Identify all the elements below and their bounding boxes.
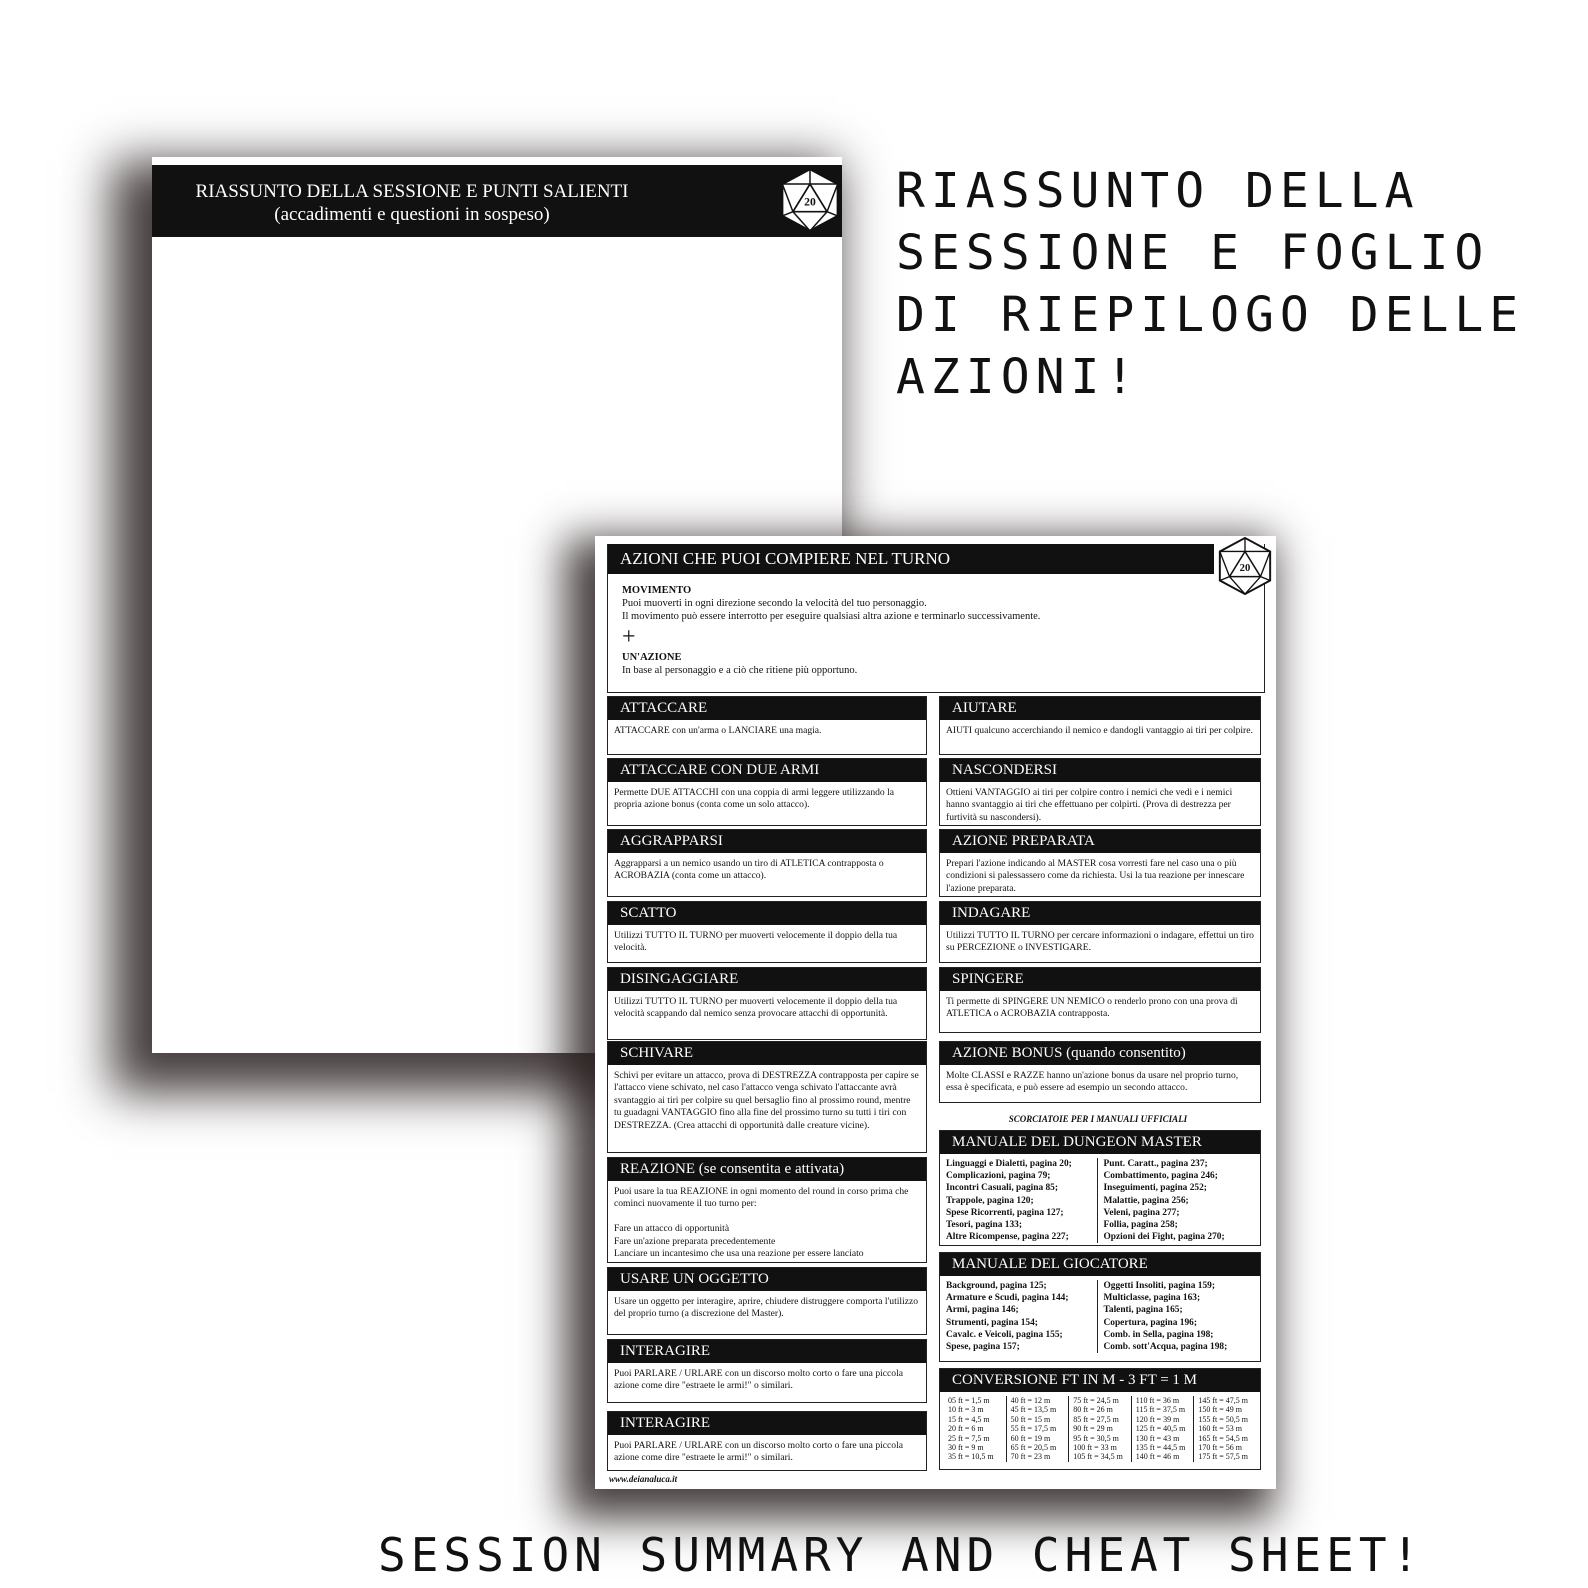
conversion-cell: 165 ft = 54,5 m (1198, 1433, 1248, 1443)
d20-label: 20 (804, 195, 816, 209)
action-card (607, 696, 927, 755)
manual-entry: Linguaggi e Dialetti, pagina 20; (946, 1159, 1072, 1169)
manual-entry: Combattimento, pagina 246; (1103, 1171, 1218, 1182)
action-card-text: Utilizzi TUTTO IL TURNO per cercare informazioni o indagare, effettui un tiro su PERCEZIONE o INVESTIGARE. (946, 930, 1254, 954)
action-card-title: ATTACCARE CON DUE ARMI (608, 759, 926, 782)
action-card-title: AIUTARE (940, 697, 1260, 720)
conversion-cell: 170 ft = 56 m (1198, 1443, 1242, 1453)
action-card (607, 901, 927, 963)
manual-entry: Comb. in Sella, pagina 198; (1103, 1329, 1214, 1340)
conversion-cell: 35 ft = 10,5 m (948, 1452, 994, 1462)
conversion-cell: 95 ft = 30,5 m (1073, 1433, 1119, 1443)
conversion-cell: 105 ft = 34,5 m (1073, 1452, 1123, 1462)
conversion-cell: 50 ft = 15 m (1010, 1414, 1051, 1424)
session-summary-header (152, 165, 842, 237)
headline-line: RIASSUNTO DELLA (896, 163, 1420, 219)
conversion-cell: 85 ft = 27,5 m (1073, 1414, 1119, 1424)
conversion-cell: 20 ft = 6 m (948, 1424, 984, 1434)
action-card-text: Utilizzi TUTTO IL TURNO per muoverti velocemente il doppio della tua velocità scappando dal nemico senza provocare attacchi di opportunità. (614, 996, 898, 1020)
action-card-text: Prepari l'azione indicando al MASTER cosa vorresti fare nel caso una o più condizioni si palessassero come da richiesta. Usi la tua reazione per innescare l'azione preparata. (946, 858, 1245, 894)
action-card-title: REAZIONE (se consentita e attivata) (608, 1158, 926, 1181)
plus-sign: + (622, 624, 636, 650)
action-heading: UN'AZIONE (622, 652, 682, 663)
action-card-text: Aggrapparsi a un nemico usando un tiro di ATLETICA contrapposta o ACROBAZIA (conta come un attacco). (614, 858, 884, 882)
action-card-text: Utilizzi TUTTO IL TURNO per muoverti velocemente il doppio della tua velocità. (614, 930, 898, 954)
action-card-title: SCHIVARE (608, 1042, 926, 1065)
manual-entry: Spese Ricorrenti, pagina 127; (946, 1207, 1064, 1218)
movement-line: Il movimento può essere interrotto per eseguire qualsiasi altra azione e terminarlo successivamente. (622, 611, 1041, 622)
conversion-cell: 150 ft = 49 m (1198, 1405, 1242, 1415)
action-card-title: SPINGERE (940, 968, 1260, 991)
conversion-title: CONVERSIONE FT IN M - 3 FT = 1 M (940, 1369, 1260, 1392)
movement-line: Puoi muoverti in ogni direzione secondo la velocità del tuo personaggio. (622, 598, 927, 609)
turn-actions-title: AZIONI CHE PUOI COMPIERE NEL TURNO (608, 544, 1214, 574)
headline-line: DI RIEPILOGO DELLE (896, 287, 1525, 343)
conversion-column (1068, 1396, 1131, 1462)
conversion-cell: 25 ft = 7,5 m (948, 1433, 990, 1443)
action-card-title: AZIONE BONUS (quando consentito) (940, 1042, 1260, 1065)
conversion-column (1006, 1396, 1069, 1462)
manual-entry: Malattie, pagina 256; (1103, 1195, 1189, 1206)
headline-line: AZIONI! (896, 349, 1141, 405)
conversion-cell: 40 ft = 12 m (1010, 1396, 1051, 1405)
conversion-cell: 130 ft = 43 m (1135, 1433, 1180, 1443)
headline-line: SESSIONE E FOGLIO (896, 225, 1490, 281)
action-card-text: Schivi per evitare un attacco, prova di DESTREZZA contrapposta per capire se l'attacco viene schivato, nel caso l'attacco venga schivato l'attaccante avrà svantaggio ai tiri per colpire su quel bersaglio fino al prossimo round, mentre tu guadagni VANTAGGIO fino alla fine del prossimo turno su tutti i tiri con DESTREZZA. (Crea attacchi di opportunità dalle creature vicine). (614, 1070, 919, 1131)
manual-entry: Cavalc. e Veicoli, pagina 155; (946, 1329, 1063, 1340)
player-manual-title: MANUALE DEL GIOCATORE (940, 1253, 1260, 1276)
action-card-text: AIUTI qualcuno accerchiando il nemico e dandogli vantaggio ai tiri per colpire. (946, 725, 1253, 736)
conversion-cell: 120 ft = 39 m (1135, 1414, 1180, 1424)
manual-entry: Oggetti Insoliti, pagina 159; (1103, 1281, 1215, 1291)
website-link[interactable]: www.deianaluca.it (609, 1474, 678, 1484)
action-card (939, 758, 1261, 826)
conversion-cell: 125 ft = 40,5 m (1135, 1424, 1186, 1434)
turn-actions-box (607, 544, 1265, 693)
player-manual-col-right (1097, 1280, 1255, 1353)
action-card-text: Permette DUE ATTACCHI con una coppia di armi leggere utilizzando la propria azione bonus (conta come un solo attacco). (614, 787, 895, 811)
session-summary-subtitle: (accadimenti e questioni in sospeso) (274, 204, 550, 225)
d20-icon (1215, 536, 1275, 596)
action-card (607, 829, 927, 897)
conversion-cell: 30 ft = 9 m (948, 1443, 984, 1453)
footer-caption: SESSION SUMMARY AND CHEAT SHEET! (378, 1528, 1425, 1582)
action-card (607, 1157, 927, 1263)
conversion-cell: 155 ft = 50,5 m (1198, 1414, 1248, 1424)
manual-entry: Incontri Casuali, pagina 85; (946, 1183, 1058, 1194)
action-card-text: ATTACCARE con un'arma o LANCIARE una magia. (614, 725, 822, 736)
movement-heading: MOVIMENTO (622, 585, 692, 596)
dm-manual-col-right (1097, 1158, 1255, 1243)
action-card (607, 758, 927, 826)
conversion-cell: 90 ft = 29 m (1073, 1424, 1113, 1434)
action-card (607, 1339, 927, 1403)
action-card (939, 967, 1261, 1033)
manual-entry: Strumenti, pagina 154; (946, 1317, 1038, 1328)
action-card-title: SCATTO (608, 902, 926, 925)
action-card (939, 696, 1261, 755)
action-card (607, 967, 927, 1040)
conversion-cell: 100 ft = 33 m (1073, 1443, 1117, 1453)
dm-manual-title: MANUALE DEL DUNGEON MASTER (940, 1131, 1260, 1154)
conversion-cell: 65 ft = 20,5 m (1010, 1443, 1057, 1453)
action-card (939, 1041, 1261, 1103)
action-line: In base al personaggio e a ciò che ritiene più opportuno. (622, 665, 858, 676)
conversion-column (1131, 1396, 1194, 1462)
action-card-text: Ottieni VANTAGGIO ai tiri per colpire contro i nemici che vedi e i nemici hanno svantaggio ai tiri che effettuano per colpirti. (Prova di destrezza per furtività su nascondersi). (946, 787, 1233, 823)
conversion-cell: 45 ft = 13,5 m (1010, 1405, 1057, 1415)
action-card-title: USARE UN OGGETTO (608, 1268, 926, 1291)
action-card-title: DISINGAGGIARE (608, 968, 926, 991)
action-card (607, 1411, 927, 1471)
conversion-cell: 05 ft = 1,5 m (948, 1396, 990, 1405)
d20-icon (778, 167, 842, 233)
action-card-title: AGGRAPPARSI (608, 830, 926, 853)
manual-entry: Veleni, pagina 277; (1103, 1207, 1180, 1218)
action-card-text: Puoi usare la tua REAZIONE in ogni momento del round in corso prima che cominci nuovamente il tuo turno per: Fare un attacco di opportunità Fare un'azione preparata precedentemente Lanciare un incantesimo che usa una reazione per essere lanciato (614, 1186, 909, 1260)
session-summary-title: RIASSUNTO DELLA SESSIONE E PUNTI SALIENTI (195, 181, 629, 202)
action-card (607, 1267, 927, 1335)
action-card-title: INDAGARE (940, 902, 1260, 925)
dm-manual-box (939, 1130, 1261, 1246)
manual-entry: Comb. sott'Acqua, pagina 198; (1103, 1342, 1228, 1353)
action-card-text: Ti permette di SPINGERE UN NEMICO o renderlo prono con una prova di ATLETICA o ACROBAZIA contrapposta. (946, 996, 1238, 1020)
conversion-cell: 10 ft = 3 m (948, 1405, 984, 1415)
conversion-cell: 175 ft = 57,5 m (1198, 1452, 1248, 1462)
manual-entry: Armature e Scudi, pagina 144; (946, 1293, 1069, 1304)
conversion-cell: 55 ft = 17,5 m (1010, 1424, 1057, 1434)
action-card-title: AZIONE PREPARATA (940, 830, 1260, 853)
conversion-cell: 70 ft = 23 m (1010, 1452, 1051, 1462)
action-card-text: Usare un oggetto per interagire, aprire, chiudere distruggere comporta l'utilizzo del proprio turno (a discrezione del Master). (614, 1296, 919, 1320)
manual-entry: Inseguimenti, pagina 252; (1103, 1183, 1207, 1194)
manual-entry: Spese, pagina 157; (946, 1342, 1020, 1353)
conversion-cell: 135 ft = 44,5 m (1135, 1443, 1186, 1453)
action-card (939, 901, 1261, 963)
manual-entry: Armi, pagina 146; (946, 1305, 1019, 1316)
action-card-title: NASCONDERSI (940, 759, 1260, 782)
turn-actions-body (622, 584, 1040, 677)
action-card-text: Puoi PARLARE / URLARE con un discorso molto corto o fare una piccola azione come dire "estraete le armi!" o similari. (614, 1440, 904, 1464)
conversion-cell: 60 ft = 19 m (1010, 1433, 1051, 1443)
d20-label: 20 (1239, 562, 1251, 574)
manual-entry: Background, pagina 125; (946, 1281, 1047, 1291)
conversion-cell: 160 ft = 53 m (1198, 1424, 1242, 1434)
conversion-grid (940, 1392, 1260, 1466)
manual-entry: Copertura, pagina 196; (1103, 1317, 1197, 1328)
dm-manual-col-left (946, 1158, 1097, 1243)
conversion-cell: 75 ft = 24,5 m (1073, 1396, 1119, 1405)
manual-entry: Opzioni dei Fight, pagina 270; (1103, 1232, 1225, 1243)
manual-entry: Follia, pagina 258; (1103, 1220, 1178, 1231)
headline (896, 160, 1576, 408)
conversion-column (1193, 1396, 1256, 1462)
action-card (607, 1041, 927, 1153)
conversion-cell: 115 ft = 37,5 m (1135, 1405, 1186, 1415)
action-card-title: INTERAGIRE (608, 1412, 926, 1435)
manual-entry: Trappole, pagina 120; (946, 1195, 1034, 1206)
player-manual-col-left (946, 1280, 1097, 1353)
conversion-cell: 15 ft = 4,5 m (948, 1414, 990, 1424)
manual-entry: Complicazioni, pagina 79; (946, 1171, 1051, 1182)
action-card-title: INTERAGIRE (608, 1340, 926, 1363)
conversion-cell: 80 ft = 26 m (1073, 1405, 1113, 1415)
manual-entry: Talenti, pagina 165; (1103, 1305, 1183, 1316)
conversion-cell: 110 ft = 36 m (1135, 1396, 1180, 1405)
conversion-column (944, 1396, 1006, 1462)
action-card-text: Puoi PARLARE / URLARE con un discorso molto corto o fare una piccola azione come dire "estraete le armi!" o similari. (614, 1368, 904, 1392)
action-card-text: Molte CLASSI e RAZZE hanno un'azione bonus da usare nel proprio turno, essa è specificata, e può essere ad esempio un secondo attacco. (946, 1070, 1239, 1094)
conversion-cell: 145 ft = 47,5 m (1198, 1396, 1248, 1405)
player-manual-box (939, 1252, 1261, 1362)
manual-shortcuts-label: SCORCIATOIE PER I MANUALI UFFICIALI (1008, 1114, 1188, 1124)
manual-entry: Altre Ricompense, pagina 227; (946, 1232, 1069, 1243)
manual-entry: Multiclasse, pagina 163; (1103, 1293, 1201, 1304)
conversion-cell: 140 ft = 46 m (1135, 1452, 1180, 1462)
action-card (939, 829, 1261, 897)
manual-entry: Punt. Caratt., pagina 237; (1103, 1159, 1208, 1169)
actions-cheat-sheet (595, 536, 1276, 1489)
action-card-title: ATTACCARE (608, 697, 926, 720)
conversion-table (939, 1368, 1261, 1470)
manual-entry: Tesori, pagina 133; (946, 1220, 1022, 1231)
